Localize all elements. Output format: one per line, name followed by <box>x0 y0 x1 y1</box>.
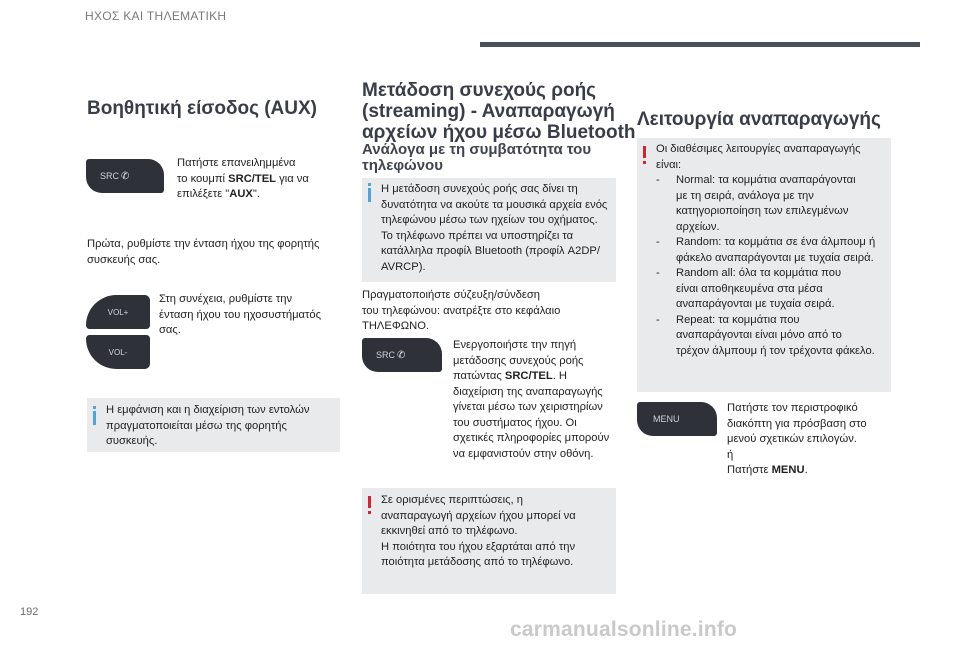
bluetooth-step <box>453 338 609 462</box>
aux-info-box <box>87 398 340 452</box>
warning-marker-icon <box>368 496 371 508</box>
src-button-illustration-2 <box>362 338 442 372</box>
list-item <box>656 235 886 266</box>
phone-handset-icon: ✆ <box>397 349 406 361</box>
src-button-illustration <box>86 159 164 193</box>
aux-heading: Βοηθητική είσοδος (AUX) <box>87 98 318 119</box>
vol-down-label: VOL- <box>108 347 128 357</box>
src-button-label: SRC <box>100 171 120 181</box>
mode-random-all: Random all: όλα τα κομμάτια που είναι αποθηκευμένα στα μέσα αναπαράγονται με τυχαία σειρά. <box>676 267 842 310</box>
menu-step-text: Πατήστε τον περιστροφικό διακόπτη για πρόσβαση στο μενού σχετικών επιλογών. ή Πατήστε <box>727 402 867 476</box>
watermark: carmanualsonline.info <box>510 618 738 641</box>
info-marker-icon <box>93 411 96 425</box>
mode-normal: Normal: τα κομμάτια αναπαράγονται με τη σειρά, ανάλογα με την κατηγοριοποίηση των επιλεγμένων αρχείων. <box>676 174 856 233</box>
mode-repeat: Repeat: τα κομμάτια που αναπαράγονται είναι μόνο από το τρέχον άλμπουμ ή τον τρέχοντα φάκελο. <box>676 313 875 357</box>
list-dash: - <box>656 313 660 326</box>
vol-up-label: VOL+ <box>107 307 129 317</box>
playback-heading: Λειτουργία αναπαραγωγής <box>637 109 881 130</box>
bluetooth-pairing-paragraph: Πραγματοποιήστε σύζευξη/σύνδεση του τηλεφώνου: ανατρέξτε στο κεφάλαιο ΤΗΛΕΦΩΝΟ. <box>362 289 561 332</box>
bluetooth-info-text: Η μετάδοση συνεχούς ροής σας δίνει τη δυνατότητα να ακούτε τα μουσικά αρχεία ενός τηλεφώνου μέσω των ηχείων του οχήματος. Το τηλέφωνο πρέπει να υποστηρίζει τα κατάλληλα προφίλ Bluetooth (προφίλ A2DP/ AVRCP). <box>381 183 608 273</box>
bluetooth-info-box <box>362 178 616 282</box>
list-item <box>656 266 886 313</box>
menu-button-label: MENU <box>653 414 680 424</box>
header-rule <box>480 42 920 47</box>
warning-marker-icon <box>643 146 646 158</box>
list-item <box>656 313 886 360</box>
aux-step-1-text: Πατήστε επανειλημμένα το κουμπί <box>177 157 296 185</box>
playback-intro: Οι διαθέσιμες λειτουργίες αναπαραγωγής είναι: <box>656 143 861 171</box>
aux-step-1-key: SRC/TEL <box>228 172 277 185</box>
list-dash: - <box>656 236 660 248</box>
list-item <box>656 173 886 235</box>
bluetooth-warning-text: Σε ορισμένες περιπτώσεις, η αναπαραγωγή αρχείων ήχου μπορεί να εκκινηθεί από το τηλέφωνο. Η ποιότητα του ήχου εξαρτάται από την ποιότητα μετάδοσης από το τηλέφωνο. <box>381 494 576 568</box>
list-dash: - <box>656 174 660 186</box>
page-number: 192 <box>20 606 39 618</box>
info-marker-icon <box>368 188 371 202</box>
phone-handset-icon: ✆ <box>121 170 130 182</box>
vol-up-button-illustration <box>86 295 150 329</box>
playback-modes-content <box>656 142 886 359</box>
playback-modes-box <box>637 138 891 392</box>
aux-step-1-text-2: για να επιλέξετε " <box>177 172 309 200</box>
mode-random: Random: τα κομμάτια σε ένα άλμπουμ ή φάκελο αναπαράγονται με τυχαία σειρά. <box>676 236 876 264</box>
bluetooth-step-key: SRC/TEL <box>504 370 553 382</box>
aux-info-text: Η εμφάνιση και η διαχείριση των εντολών πραγματοποιείται μέσω της φορητής συσκευής. <box>106 404 310 447</box>
aux-step-1-key-2: AUX <box>229 188 253 200</box>
bluetooth-subheading: Ανάλογα με τη συμβατότητα του τηλεφώνου <box>362 141 592 174</box>
vol-down-button-illustration <box>86 335 150 369</box>
aux-paragraph: Πρώτα, ρυθμίστε την ένταση ήχου της φορητής συσκευής σας. <box>87 238 320 266</box>
aux-step-1-text-3: ". <box>252 188 260 200</box>
aux-step-2: Στη συνέχεια, ρυθμίστε την ένταση ήχου του ηχοσυστήματός σας. <box>159 293 322 336</box>
list-dash: - <box>656 267 660 279</box>
bluetooth-heading: Μετάδοση συνεχούς ροής (streaming) - Αναπαραγωγή αρχείων ήχου μέσω Bluetooth <box>362 80 636 143</box>
bluetooth-step-text-2: . Η διαχείριση της αναπαραγωγής γίνεται μέσω των χειριστηρίων του συστήματος ήχου. Οι σχετικές πληροφορίες μπορούν να εμφανιστούν στην οθόνη. <box>453 370 610 460</box>
menu-step <box>727 401 867 479</box>
src-button-label-2: SRC <box>376 350 396 360</box>
menu-button-illustration <box>637 402 717 436</box>
section-title: ΗΧΟΣ ΚΑΙ ΤΗΛΕΜΑΤΙΚΗ <box>85 9 227 23</box>
bluetooth-warning-box <box>362 488 616 594</box>
aux-step-1 <box>177 156 309 203</box>
menu-step-key: MENU <box>771 464 805 476</box>
menu-step-text-2: . <box>804 464 808 476</box>
bluetooth-step-text: Ενεργοποιήστε την πηγή μετάδοσης συνεχούς ροής πατώντας <box>453 339 584 382</box>
